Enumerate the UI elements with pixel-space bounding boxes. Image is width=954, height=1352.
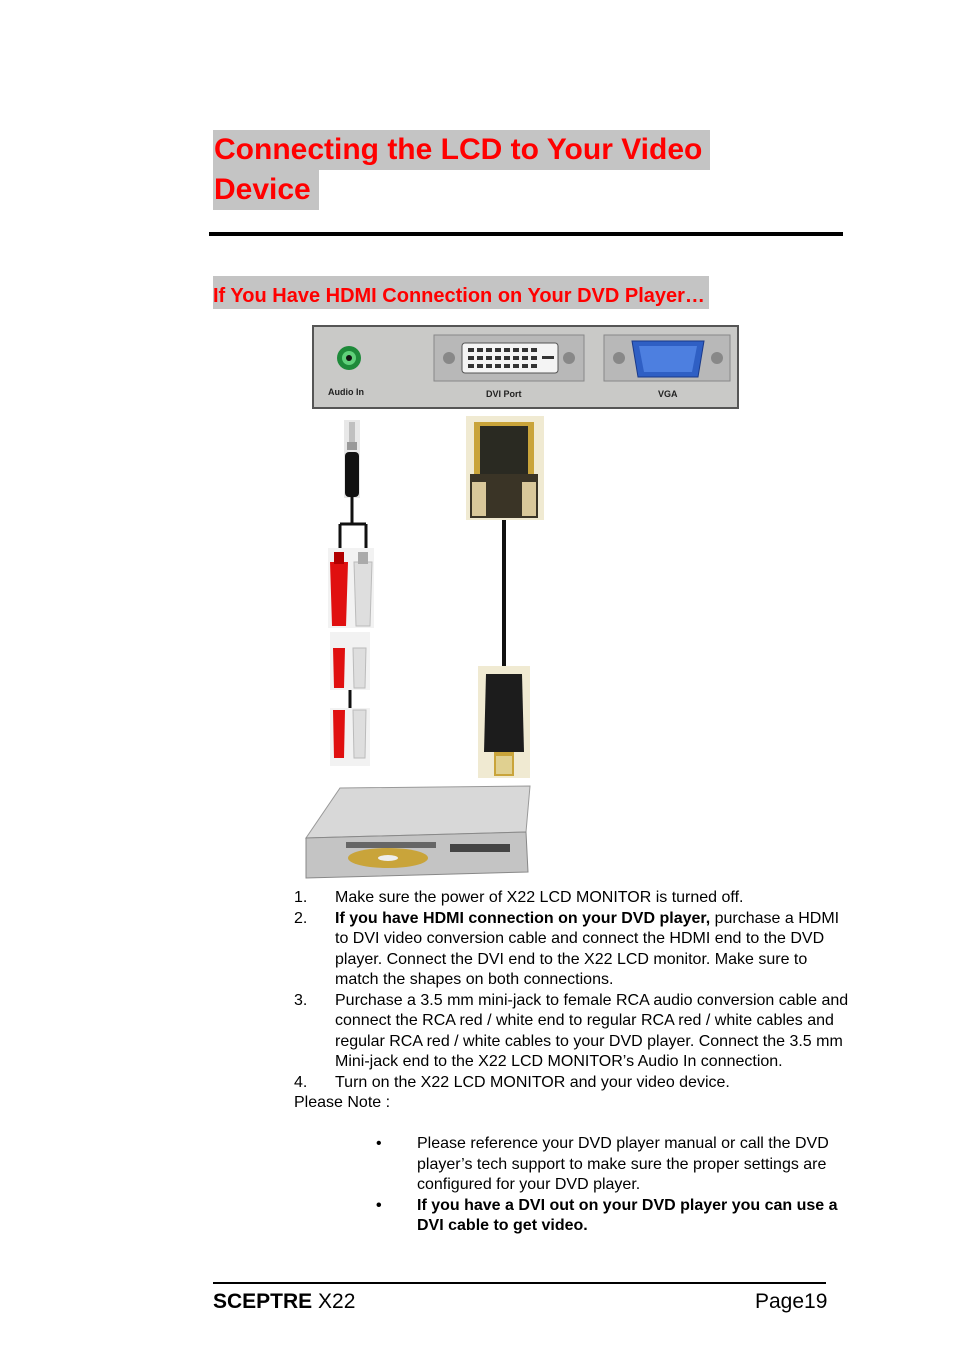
dvd-player-icon: [306, 786, 530, 878]
rca-cable-end-icon: [330, 708, 370, 766]
instruction-list: [294, 888, 854, 1114]
list-item: • If you have a DVI out on your DVD player you can use a DVI cable to get video.: [376, 1196, 838, 1234]
monitor-rear-panel: [312, 325, 739, 409]
bullet-icon: •: [376, 1196, 382, 1214]
rca-coupler-icon: [330, 632, 370, 690]
bullet-icon: •: [376, 1135, 382, 1152]
list-item: 2. If you have HDMI connection on your DVD player, purchase a HDMI to DVI video conversion cable and connect the HDMI end to the DVD player. Connect the DVI end to the X22 LCD monitor. Make sure to match the shapes on both connections.: [294, 909, 840, 988]
dvi-plug-icon: [466, 416, 544, 520]
list-item: 4. Turn on the X22 LCD MONITOR and your video device.: [294, 1073, 730, 1091]
cable-diagram: [300, 412, 560, 882]
footer-divider: [213, 1282, 826, 1284]
mini-jack-plug-icon: [344, 420, 360, 498]
page-title-line-1: Connecting the LCD to Your Video: [213, 130, 710, 170]
page-number: Page19: [755, 1290, 828, 1313]
list-item: 1. Make sure the power of X22 LCD MONITOR is turned off.: [294, 889, 744, 906]
section-subtitle: If You Have HDMI Connection on Your DVD Player…: [213, 276, 709, 309]
page-title-line-2: Device: [213, 170, 319, 210]
audio-in-label: Audio In: [328, 387, 364, 397]
list-item: 3. Purchase a 3.5 mm mini-jack to female RCA audio conversion cable and connect the RCA red / white end to regular RCA red / white cables and regular RCA red / white cables to your DVD player. Connect the 3.5 mm Mini-jack end to the X22 LCD MONITOR’s Audio In connection.: [294, 991, 849, 1070]
vga-label: VGA: [658, 389, 678, 399]
footer-brand: SCEPTRE X22: [213, 1290, 356, 1313]
rca-plugs-icon: [328, 548, 374, 628]
note-label: Please Note :: [294, 1094, 391, 1111]
note-bullets: [374, 1134, 854, 1237]
dvi-port-label: DVI Port: [486, 389, 522, 399]
hdmi-plug-icon: [478, 666, 530, 778]
list-item: • Please reference your DVD player manual or call the DVD player’s tech support to make sure the proper settings are configured for your DVD player.: [376, 1135, 829, 1193]
title-divider: [209, 232, 843, 236]
